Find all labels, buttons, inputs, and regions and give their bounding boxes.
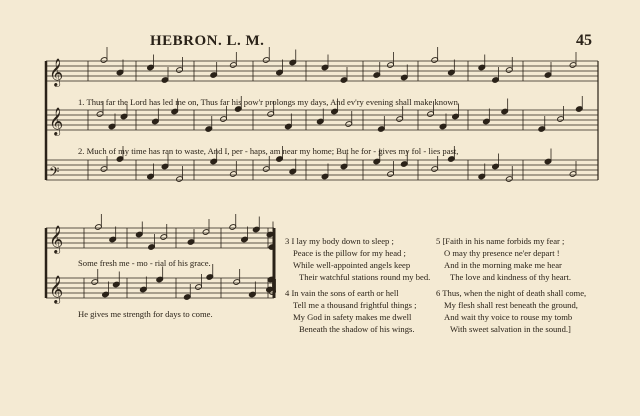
lyric-line-2: 2. Much of my time has ran to waste, And I, per - haps, am near my home; But he for - gives my fol - lies past, — [78, 146, 459, 156]
clef-icon: 𝄢 — [49, 166, 60, 183]
verse-4-line-4: Beneath the shadow of his wings. — [299, 324, 415, 334]
verse-3 — [285, 235, 430, 283]
lyric-line-1: 1. Thus far the Lord has led me on, Thus far his pow'r prolongs my days, And ev'ry evening shall make known — [78, 97, 458, 107]
verse-6-line-3: And wait thy voice to rouse my tomb — [444, 312, 573, 322]
verse-4-line-1: 4 In vain the sons of earth or hell — [285, 288, 399, 298]
verse-3-line-1: 3 I lay my body down to sleep ; — [285, 236, 394, 246]
verse-4-line-2: Tell me a thousand frightful things ; — [293, 300, 417, 310]
lyric-line-3: Some fresh me - mo - rial of his grace. — [78, 258, 211, 268]
lyric-line-4: He gives me strength for days to come. — [78, 309, 213, 319]
verse-5-line-3: And in the morning make me hear — [444, 260, 562, 270]
clef-icon: 𝄞 — [49, 277, 64, 303]
clef-icon: 𝄞 — [49, 227, 64, 253]
verse-5 — [436, 235, 571, 283]
verse-6-line-1: 6 Thus, when the night of death shall come, — [436, 288, 587, 298]
verse-4-line-3: My God in safety makes me dwell — [293, 312, 412, 322]
verse-6 — [436, 287, 586, 335]
verse-5-line-1: 5 [Faith in his name forbids my fear ; — [436, 236, 565, 246]
verse-5-line-2: O may thy presence ne'er depart ! — [444, 248, 560, 258]
verse-3-line-2: Peace is the pillow for my head ; — [293, 248, 406, 258]
clef-icon: 𝄞 — [49, 60, 64, 86]
page-number: 45 — [576, 32, 592, 49]
verse-6-line-2: My flesh shall rest beneath the ground, — [444, 300, 578, 310]
clef-icon: 𝄞 — [49, 109, 64, 135]
verse-3-line-4: Their watchful stations round my bed. — [299, 272, 431, 282]
verse-6-line-4: With sweet salvation in the sound.] — [450, 324, 571, 334]
verse-5-line-4: The love and kindness of thy heart. — [450, 272, 571, 282]
verse-3-line-3: While well-appointed angels keep — [293, 260, 411, 270]
verse-4 — [285, 287, 417, 335]
hymn-title: HEBRON. L. M. — [150, 33, 265, 49]
